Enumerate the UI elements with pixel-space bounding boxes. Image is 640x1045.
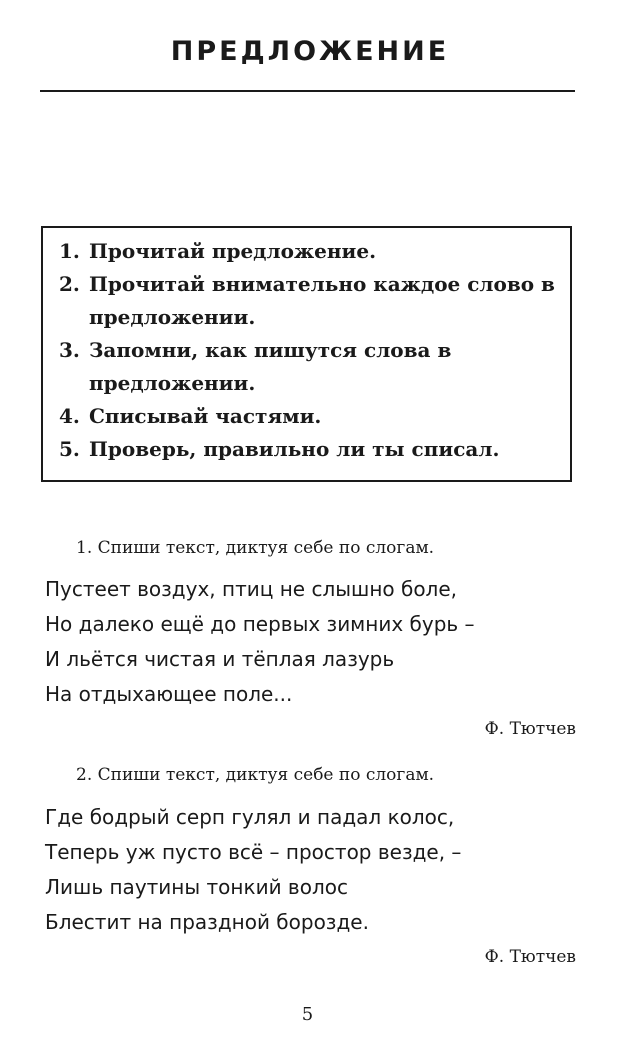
- poem-line: И льётся чистая и тёплая лазурь: [45, 647, 395, 671]
- rule-number: 5.: [59, 437, 80, 461]
- page-number: 5: [301, 1004, 314, 1025]
- rule-text: Запомни, как пишутся слова в предложении.: [89, 338, 452, 395]
- rules-list: [59, 235, 558, 466]
- rules-box: [41, 226, 572, 482]
- rule-item: [59, 400, 558, 433]
- rule-text: Прочитай внимательно каждое слово в предложении.: [89, 272, 555, 329]
- poem-line: Блестит на праздной борозде.: [45, 910, 369, 934]
- poem-line: Лишь паутины тонкий волос: [45, 875, 348, 899]
- rule-text: Списывай частями.: [89, 404, 322, 428]
- rule-item: [59, 334, 558, 400]
- rule-number: 2.: [59, 272, 80, 296]
- poem-line: Где бодрый серп гулял и падал колос,: [45, 805, 455, 829]
- rule-number: 1.: [59, 239, 80, 263]
- exercise-2-poem: [45, 800, 585, 940]
- exercise-2-author: Ф. Тютчев: [484, 947, 576, 967]
- exercise-1-poem: [45, 572, 585, 712]
- exercise-1-task: 1. Спиши текст, диктуя себе по слогам.: [76, 538, 435, 558]
- poem-line: Но далеко ещё до первых зимних бурь –: [45, 612, 475, 636]
- rule-text: Проверь, правильно ли ты списал.: [89, 437, 500, 461]
- poem-line: Пустеет воздух, птиц не слышно боле,: [45, 577, 458, 601]
- page-title: ПРЕДЛОЖЕНИЕ: [170, 36, 450, 67]
- poem-line: На отдыхающее поле...: [45, 682, 293, 706]
- rule-item: [59, 433, 558, 466]
- exercise-2-task: 2. Спиши текст, диктуя себе по слогам.: [76, 765, 435, 785]
- poem-line: Теперь уж пусто всё – простор везде, –: [45, 840, 462, 864]
- exercise-1-author: Ф. Тютчев: [484, 719, 576, 739]
- title-divider: [40, 90, 575, 92]
- rule-number: 3.: [59, 338, 80, 362]
- rule-item: [59, 235, 558, 268]
- rule-item: [59, 268, 558, 334]
- rule-text: Прочитай предложение.: [89, 239, 377, 263]
- rule-number: 4.: [59, 404, 80, 428]
